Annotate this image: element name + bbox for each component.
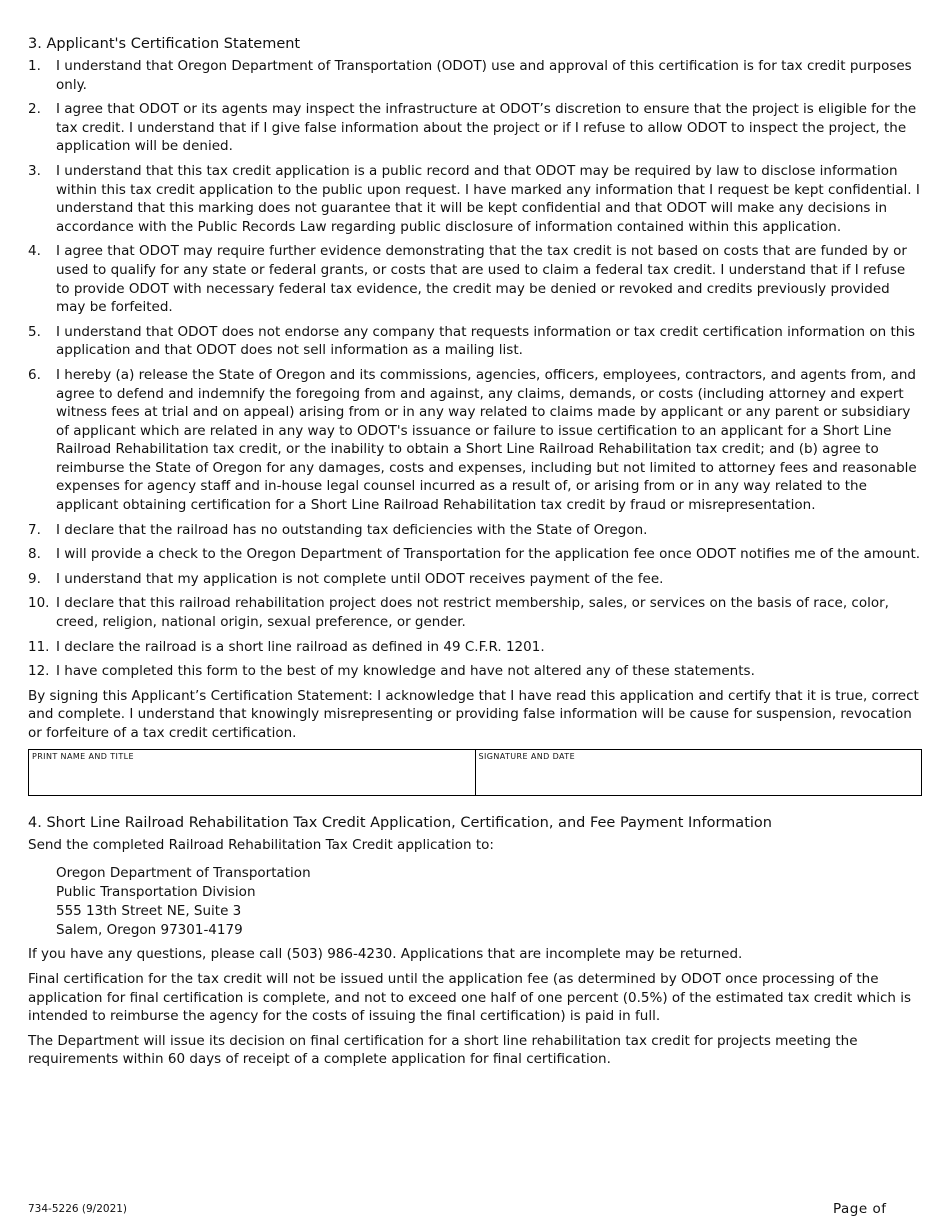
list-item [28,521,922,540]
item-number: 4. [28,243,41,260]
item-number: 8. [28,546,41,563]
list-item [28,594,922,631]
item-text: I have completed this form to the best of my knowledge and have not altered any of these statements. [56,663,755,680]
address-line: 555 13th Street NE, Suite 3 [56,902,242,919]
list-item [28,662,922,681]
certification-closing-text: By signing this Applicant’s Certification Statement: I acknowledge that I have read this application and certify that it is true, correct and complete. I understand that knowingly misrepresenting or providing false information will be cause for suspension, revocation or forfeiture of a tax credit certification. [28,687,919,741]
item-text: I understand that Oregon Department of Transportation (ODOT) use and approval of this certification is for tax credit purposes only. [56,58,912,93]
questions-paragraph: If you have any questions, please call (503) 986-4230. Applications that are incomplete may be returned. [28,946,743,963]
item-text: I will provide a check to the Oregon Department of Transportation for the application fee once ODOT notifies me of the amount. [56,546,921,563]
list-item [28,162,922,236]
item-text: I declare that the railroad has no outstanding tax deficiencies with the State of Oregon. [56,521,648,538]
item-number: 1. [28,58,41,74]
print-name-field[interactable] [29,750,475,795]
list-item [28,366,922,515]
section-4-title: 4. Short Line Railroad Rehabilitation Tax Credit Application, Certification, and Fee Payment Information [28,814,772,831]
item-number: 6. [28,366,41,383]
list-item [28,100,922,156]
section-3-title: 3. Applicant's Certification Statement [28,36,301,52]
item-number: 2. [28,101,41,118]
address-line: Salem, Oregon 97301-4179 [56,921,243,938]
document-page [28,34,922,1075]
decision-paragraph: The Department will issue its decision on final certification for a short line rehabilitation tax credit for projects meeting the requirements within 60 days of receipt of a complete application for final certification. [28,1032,858,1068]
form-number: 734-5226 (9/2021) [28,1203,128,1215]
list-item [28,57,922,94]
signature-box [28,749,922,796]
item-text: I declare that this railroad rehabilitation project does not restrict membership, sales, or services on the basis of race, color, creed, religion, national origin, sexual preference, or gender. [56,595,889,631]
item-text: I understand that ODOT does not endorse any company that requests information or tax credit certification information on this application and that ODOT does not sell information as a mailing list. [56,323,916,359]
address-line: Public Transportation Division [56,883,256,900]
item-text: I understand that this tax credit application is a public record and that ODOT may be required by law to disclose information within this tax credit application to the public upon request. I have marked any information that I request be kept confidential. I understand that this marking does not guarantee that it will be kept confidential and that ODOT will make any decisions in accordance with the Public Records Law regarding public disclosure of information contained within this application. [56,162,920,235]
print-name-label: PRINT NAME AND TITLE [32,751,134,761]
send-to-text: Send the completed Railroad Rehabilitation Tax Credit application to: [28,836,494,853]
signature-date-label: SIGNATURE AND DATE [478,751,576,761]
item-text: I declare the railroad is a short line railroad as defined in 49 C.F.R. 1201. [56,638,545,655]
page-number: Page of [833,1201,887,1217]
item-number: 10. [28,595,50,612]
item-text: I agree that ODOT may require further evidence demonstrating that the tax credit is not based on costs that are funded by or used to qualify for any state or federal grants, or costs that are used to claim a federal tax credit. I understand that if I refuse to provide ODOT with necessary federal tax evidence, the credit may be denied or revoked and credits previously provided may be forfeited. [56,243,907,316]
list-item [28,638,922,657]
item-text: I hereby (a) release the State of Oregon and its commissions, agencies, officers, employees, contractors, and agents from, and agree to defend and indemnify the foregoing from and against, any claims, demands, or costs (including attorney and expert witness fees at trial and on appeal) arising from or in any way related to claims made by applicant or any parent or subsidiary of applicant which are related in any way to ODOT's issuance or failure to issue certification to an applicant for a Short Line Railroad Rehabilitation tax credit, or the inability to obtain a Short Line Railroad Rehabilitation tax credit; and (b) agree to reimburse the State of Oregon for any damages, costs and expenses, including but not limited to attorney fees and reasonable expenses for agency staff and in-house legal counsel incurred as a result of, or arising from or in any way related to the applicant obtaining certification for a Short Line Railroad Rehabilitation tax credit by fraud or misrepresentation. [56,366,917,514]
item-number: 7. [28,521,41,538]
final-certification-paragraph: Final certification for the tax credit will not be issued until the application fee (as determined by ODOT once processing of the application for final certification is complete, and not to exceed one half of one percent (0.5%) of the estimated tax credit which is intended to reimburse the agency for the costs of issuing the final certification) is paid in full. [28,970,912,1025]
certification-list [28,57,922,681]
item-text: I understand that my application is not complete until ODOT receives payment of the fee. [56,570,664,587]
list-item [28,323,922,360]
list-item [28,570,922,589]
signature-date-field[interactable] [475,750,922,795]
item-number: 11. [28,638,50,655]
section-4 [28,813,922,1069]
address-line: Oregon Department of Transportation [56,865,311,882]
item-text: I agree that ODOT or its agents may inspect the infrastructure at ODOT’s discretion to ensure that the project is eligible for the tax credit. I understand that if I give false information about the project or if I refuse to allow ODOT to inspect the project, the application will be denied. [56,101,917,155]
item-number: 3. [28,162,41,179]
item-number: 5. [28,323,41,340]
list-item [28,242,922,316]
mailing-address [56,864,922,939]
item-number: 12. [28,663,50,680]
list-item [28,545,922,564]
item-number: 9. [28,570,41,587]
